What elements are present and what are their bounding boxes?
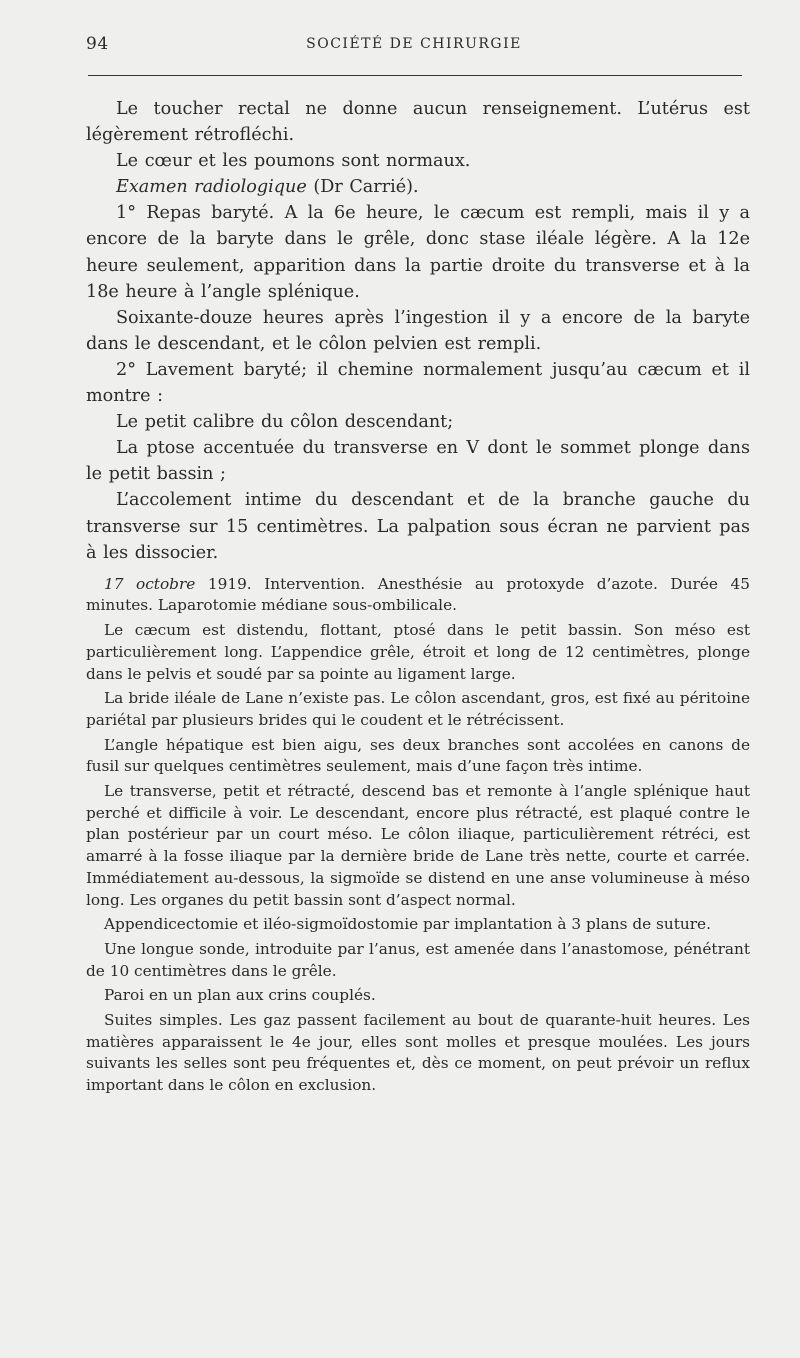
paragraph: Le transverse, petit et rétracté, descend bas et remonte à l’angle splénique haut perché et difficile à voir. Le descendant, encore plus rétracté, est plaqué contre le plan postérieur par un court méso. Le côlon iliaque, particulièrement rétréci, est amarré à la fosse iliaque par la dernière bride de Lane très nette, courte et carrée. Immédiatement au-dessous, la sigmoïde se distend en une anse volumineuse à méso long. Les organes du petit bassin sont d’aspect normal. xyxy=(86,782,750,909)
paragraph: Soixante-douze heures après l’ingestion il y a encore de la baryte dans le descendant, et le côlon pelvien est rempli. xyxy=(86,307,750,354)
exam-doctor: (Dr Carrié). xyxy=(306,177,419,198)
paragraph: Une longue sonde, introduite par l’anus, est amenée dans l’anastomose, pénétrant de 10 centimètres dans le grêle. xyxy=(86,939,750,980)
page-number: 94 xyxy=(86,34,109,54)
intervention-paragraph xyxy=(86,574,750,617)
body-text xyxy=(86,96,750,1097)
running-title: SOCIÉTÉ DE CHIRURGIE xyxy=(306,36,522,52)
paragraph: L’angle hépatique est bien aigu, ses deux branches sont accolées en canons de fusil sur quelques centimètres seulement, mais d’une façon très intime. xyxy=(86,735,750,776)
paragraph: 1° Repas baryté. A la 6e heure, le cæcum est rempli, mais il y a encore de la baryte dans le grêle, donc stase iléale légère. A la 12e heure seulement, apparition dans la partie droite du transverse et à la 18e heure à l’angle splénique. xyxy=(86,203,750,302)
paragraph-exam-heading xyxy=(86,174,750,200)
intervention-date: 17 octobre xyxy=(104,574,196,593)
exam-label: Examen radiologique xyxy=(116,177,307,198)
paragraph: La ptose accentuée du transverse en V dont le sommet plonge dans le petit bassin ; xyxy=(86,438,750,485)
paragraph: L’accolement intime du descendant et de la branche gauche du transverse sur 15 centimètres. La palpation sous écran ne parvient pas à les dissocier. xyxy=(86,490,750,563)
paragraph: Suites simples. Les gaz passent facilement au bout de quarante-huit heures. Les matières apparaissent le 4e jour, elles sont molles et presque moulées. Les jours suivants les selles sont peu fréquentes et, dès ce moment, on peut prévoir un reflux important dans le côlon en exclusion. xyxy=(86,1011,750,1095)
paragraph: Le toucher rectal ne donne aucun renseignement. L’utérus est légèrement rétrofléchi. xyxy=(86,99,750,146)
large-print-section xyxy=(86,96,750,566)
small-print-section xyxy=(86,574,750,1097)
paragraph: Le cœur et les poumons sont normaux. xyxy=(116,151,471,172)
paragraph: La bride iléale de Lane n’existe pas. Le côlon ascendant, gros, est fixé au péritoine pariétal par plusieurs brides qui le coudent et le rétrécissent. xyxy=(86,689,750,729)
page-header xyxy=(86,34,742,60)
paragraph: Appendicectomie et iléo-sigmoïdostomie par implantation à 3 plans de suture. xyxy=(104,915,711,934)
header-rule xyxy=(88,75,742,76)
paragraph: 2° Lavement baryté; il chemine normalement jusqu’au cæcum et il montre : xyxy=(86,359,750,407)
intervention-details: 1919. Intervention. Anesthésie au protoxyde d’azote. Durée 45 minutes. Laparotomie médiane sous-ombilicale. xyxy=(86,574,750,615)
paragraph: Paroi en un plan aux crins couplés. xyxy=(104,986,376,1005)
paragraph: Le petit calibre du côlon descendant; xyxy=(116,412,454,433)
paragraph: Le cæcum est distendu, flottant, ptosé dans le petit bassin. Son méso est particulièrement long. L’appendice grêle, étroit et long de 12 centimètres, plonge dans le pelvis et soudé par sa pointe au ligament large. xyxy=(86,621,750,683)
